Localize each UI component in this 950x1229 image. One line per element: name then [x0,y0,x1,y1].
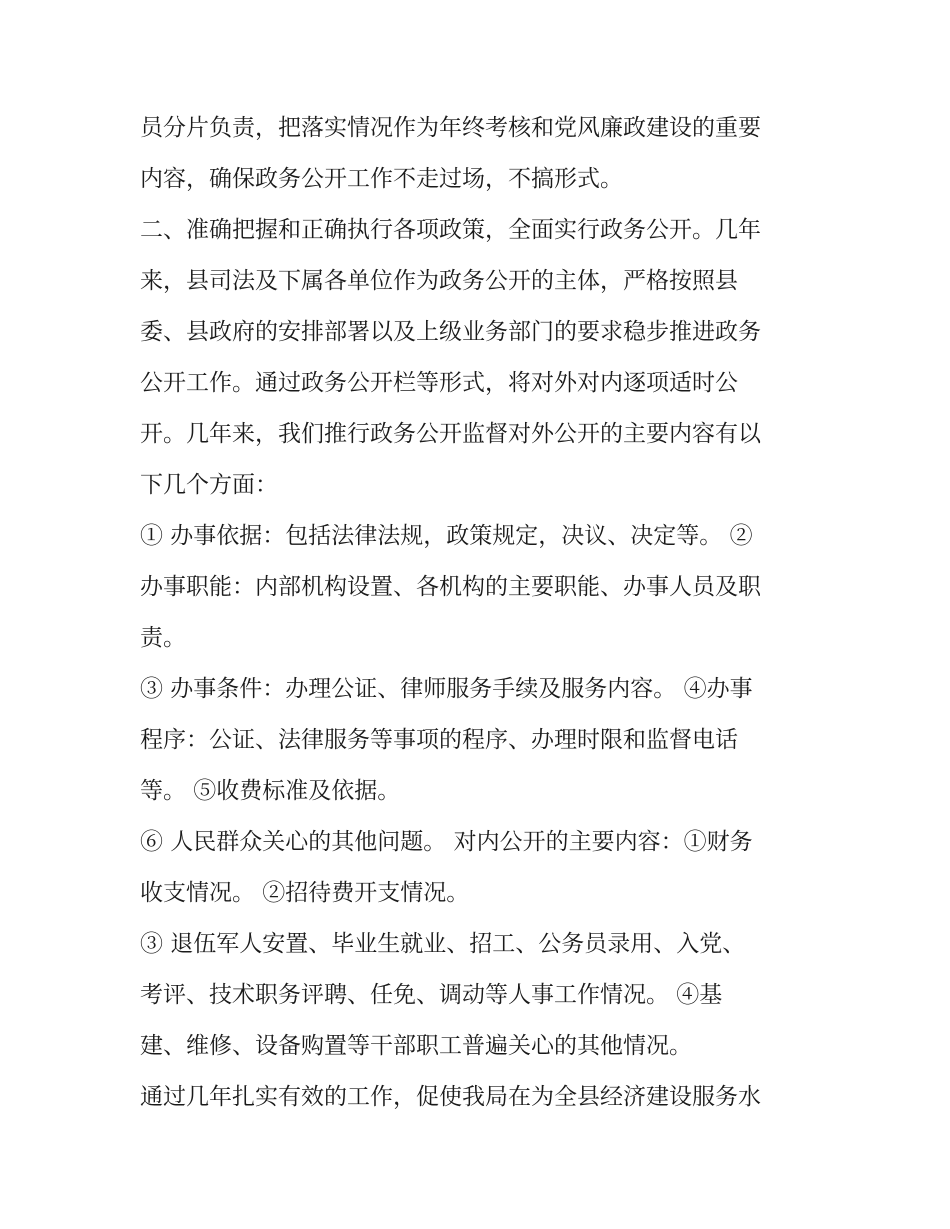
text-line: 公开工作。通过政务公开栏等形式，将对外对内逐项适时公 [140,370,738,396]
text-line: 考评、技术职务评聘、任免、调动等人事工作情况。 ④基 [140,982,723,1008]
text-line: 等。 ⑤收费标准及依据。 [140,778,401,804]
text-line: ③ 办事条件：办理公证、律师服务手续及服务内容。 ④办事 [140,676,753,702]
text-line: 开。几年来，我们推行政务公开监督对外公开的主要内容有以 [140,421,761,447]
text-line: 员分片负责，把落实情况作为年终考核和党风廉政建设的重要 [140,115,761,141]
text-line: 下几个方面： [140,472,278,498]
text-line: 办事职能：内部机构设置、各机构的主要职能、办事人员及职 [140,574,761,600]
text-line: 二、准确把握和正确执行各项政策，全面实行政务公开。几年 [140,217,761,243]
text-line: 建、维修、设备购置等干部职工普遍关心的其他情况。 [140,1033,692,1059]
text-line: ① 办事依据：包括法律法规，政策规定，决议、决定等。 ② [140,523,753,549]
text-line: ⑥ 人民群众关心的其他问题。 对内公开的主要内容：①财务 [140,829,753,855]
text-line: 责。 [140,625,186,651]
text-line: 程序：公证、法律服务等事项的程序、办理时限和监督电话 [140,727,738,753]
text-line: 收支情况。 ②招待费开支情况。 [140,880,470,906]
text-line: 委、县政府的安排部署以及上级业务部门的要求稳步推进政务 [140,319,761,345]
text-line: ③ 退伍军人安置、毕业生就业、招工、公务员录用、入党、 [140,931,746,957]
text-line: 内容，确保政务公开工作不走过场，不搞形式。 [140,166,623,192]
text-line: 通过几年扎实有效的工作，促使我局在为全县经济建设服务水 [140,1084,761,1110]
text-line: 来，县司法及下属各单位作为政务公开的主体，严格按照县 [140,268,738,294]
